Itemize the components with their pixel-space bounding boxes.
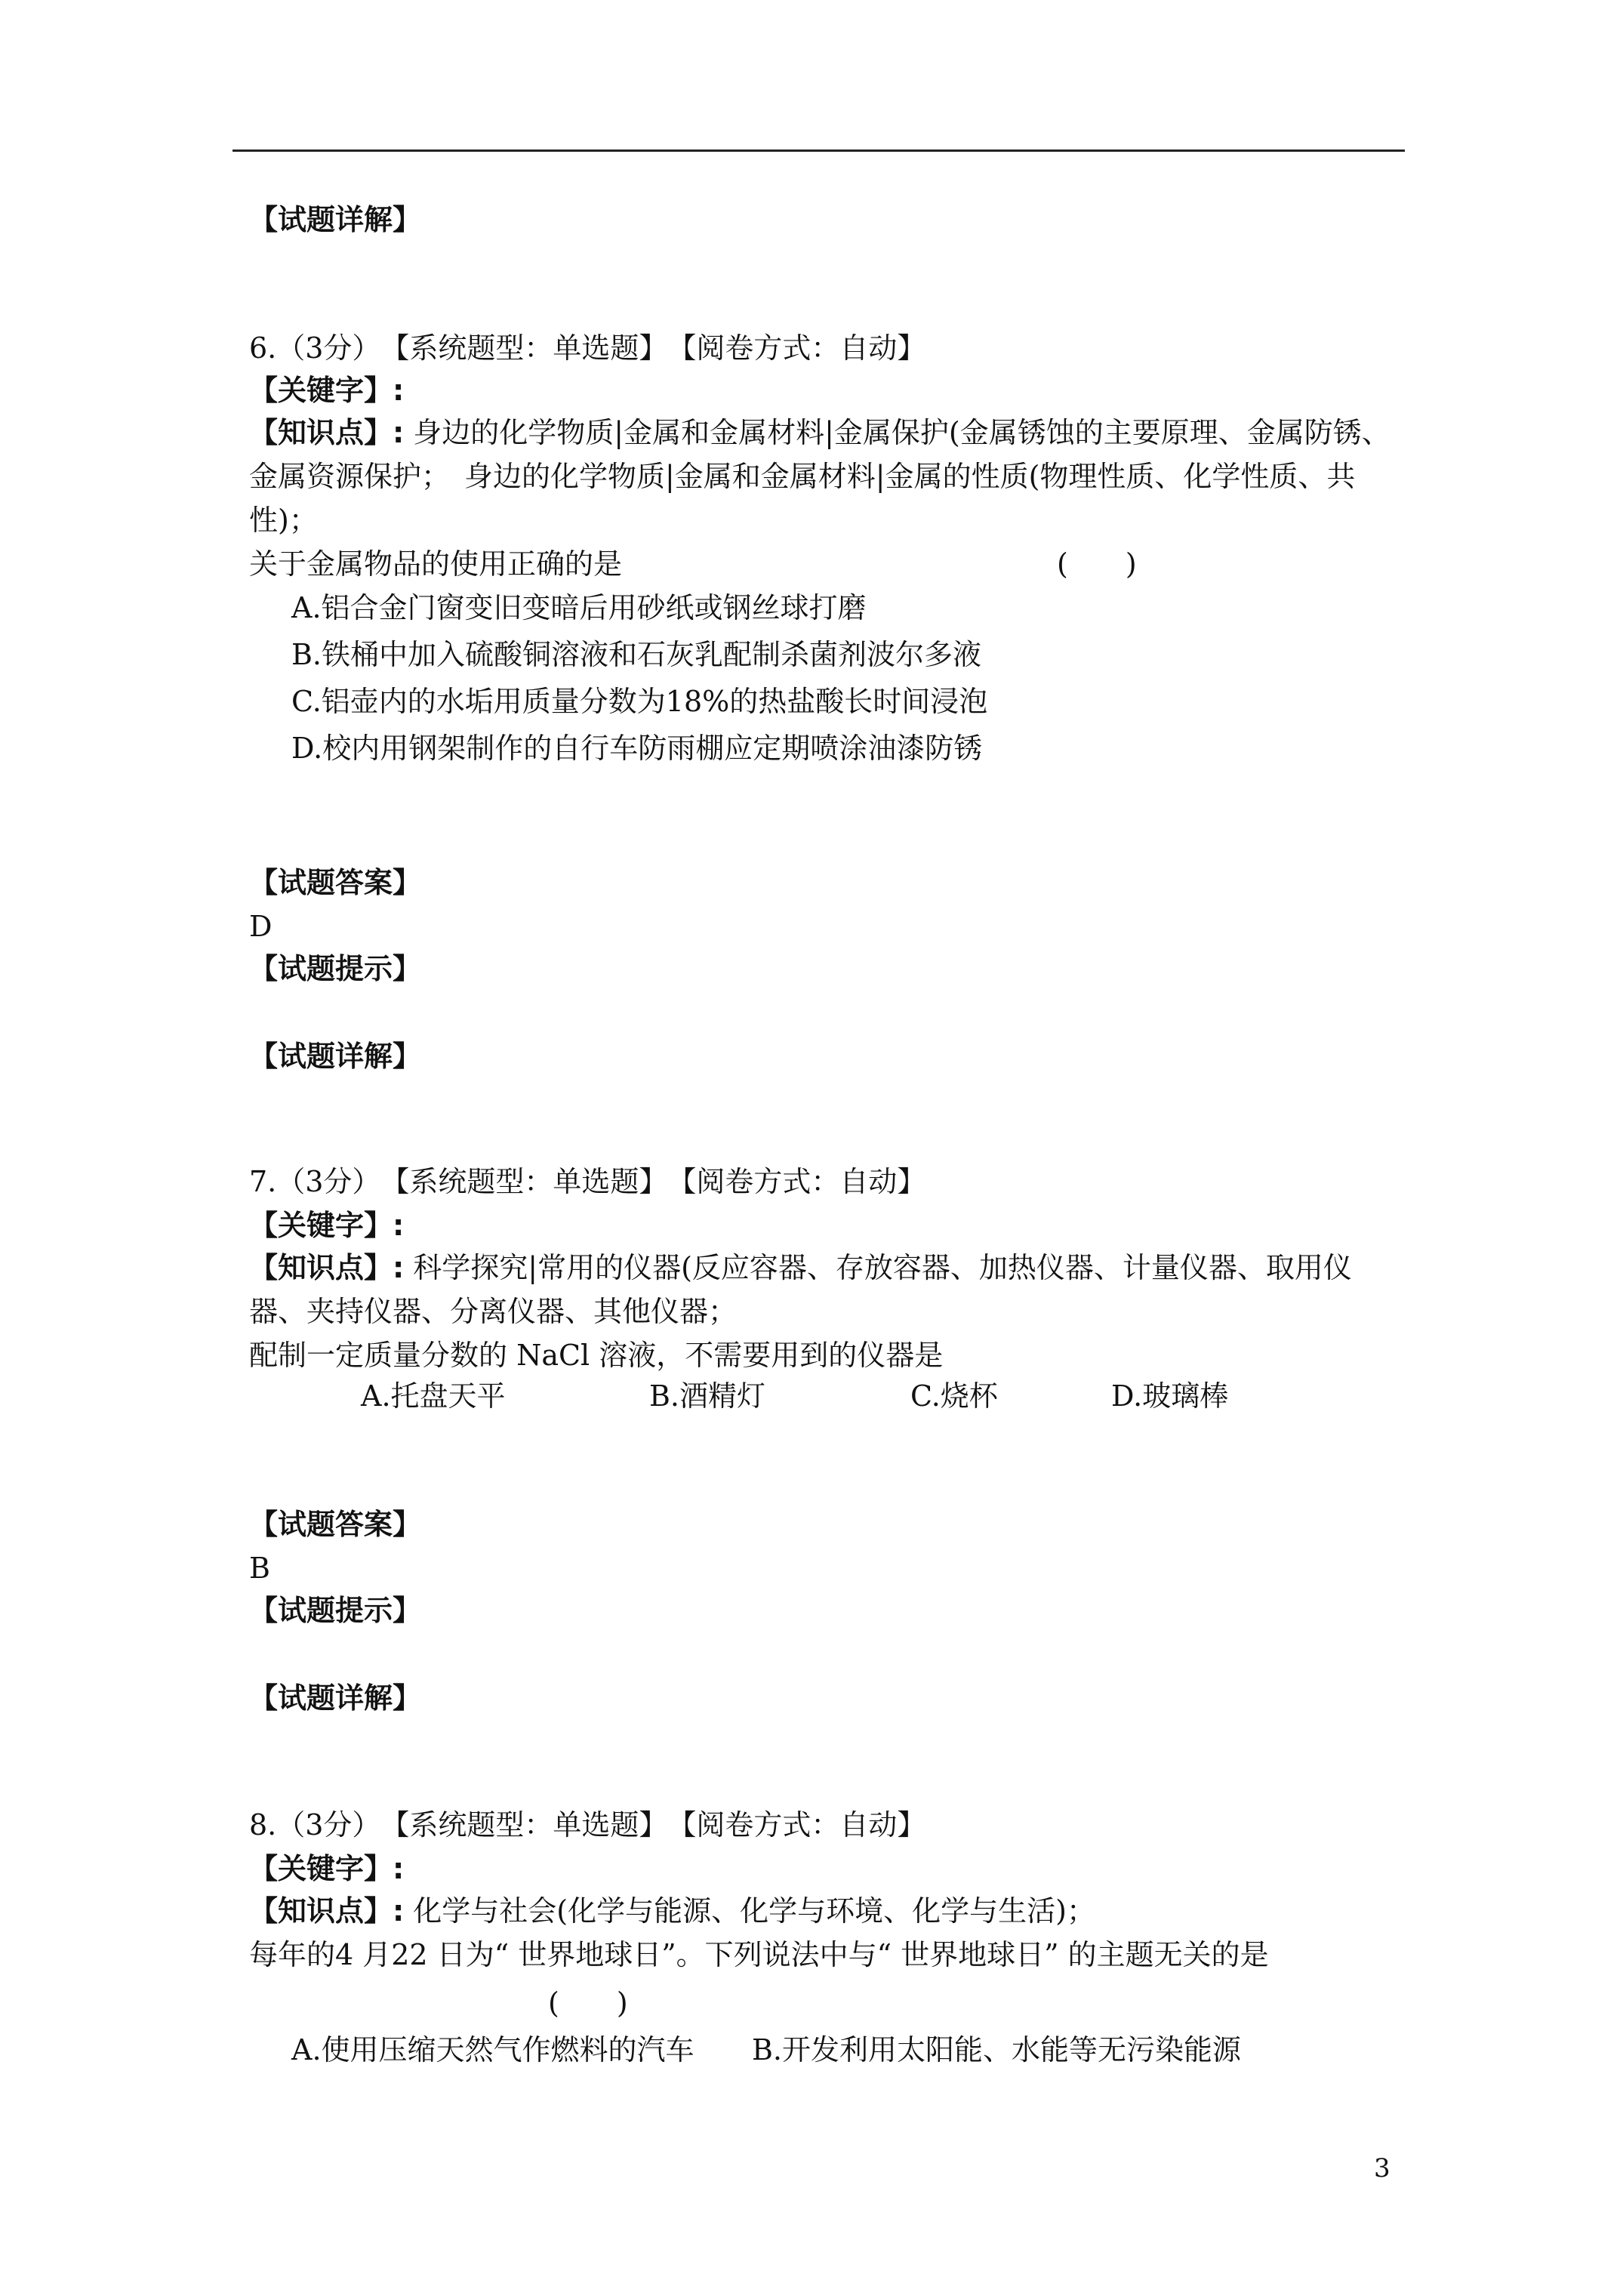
- q6-hint-label: 【试题提示】: [249, 952, 422, 985]
- prev-detail-label: 【试题详解】: [249, 203, 422, 236]
- q7-knowledge-line-1: [249, 1250, 1352, 1285]
- q6-knowledge-line-1: [249, 415, 1390, 450]
- q6-option-d: D.校内用钢架制作的自行车防雨棚应定期喷涂油漆防锈: [291, 732, 983, 765]
- q8-stem: 每年的4 月22 日为“ 世界地球日”。下列说法中与“ 世界地球日” 的主题无关的是: [249, 1938, 1269, 1971]
- q8-knowledge-label: 【知识点】:: [249, 1894, 405, 1928]
- q8-option-a: A.使用压缩天然气作燃料的汽车: [291, 2033, 694, 2066]
- q8-knowledge-line-1: [249, 1894, 1095, 1928]
- q7-stem: 配制一定质量分数的 NaCl 溶液，不需要用到的仪器是: [249, 1339, 944, 1372]
- q6-answer-label: 【试题答案】: [249, 866, 422, 899]
- q7-header: 7.（3分） 【系统题型：单选题】 【阅卷方式：自动】: [249, 1165, 926, 1198]
- q6-knowledge-line-2: 金属资源保护； 身边的化学物质|金属和金属材料|金属的性质(物理性质、化学性质、共: [249, 460, 1356, 493]
- q7-keyword: 【关键字】:: [249, 1209, 405, 1242]
- q7-option-b: B.酒精灯: [649, 1379, 766, 1413]
- q7-answer-label: 【试题答案】: [249, 1508, 422, 1541]
- q8-keyword: 【关键字】:: [249, 1852, 405, 1885]
- q8-option-b: B.开发利用太阳能、水能等无污染能源: [752, 2033, 1242, 2066]
- q6-stem: 关于金属物品的使用正确的是: [249, 547, 623, 581]
- q7-answer: B: [249, 1552, 270, 1585]
- q6-header: 6.（3分） 【系统题型：单选题】 【阅卷方式：自动】: [249, 331, 926, 365]
- q6-option-a: A.铝合金门窗变旧变暗后用砂纸或钢丝球打磨: [291, 591, 867, 624]
- q6-keyword: 【关键字】:: [249, 374, 405, 407]
- q7-knowledge-text-1: 科学探究|常用的仪器(反应容器、存放容器、加热仪器、计量仪器、取用仪: [413, 1251, 1352, 1284]
- q7-option-d: D.玻璃棒: [1111, 1379, 1229, 1413]
- q6-knowledge-line-3: 性)；: [249, 504, 318, 537]
- q8-header: 8.（3分） 【系统题型：单选题】 【阅卷方式：自动】: [249, 1808, 926, 1841]
- q8-answer-paren: ( ): [548, 1986, 628, 2020]
- q6-option-c: C.铝壶内的水垢用质量分数为18%的热盐酸长时间浸泡: [291, 685, 988, 718]
- q6-knowledge-label: 【知识点】:: [249, 416, 405, 449]
- q7-knowledge-line-2: 器、夹持仪器、分离仪器、其他仪器；: [249, 1295, 738, 1328]
- q7-detail-label: 【试题详解】: [249, 1681, 422, 1715]
- q6-option-b: B.铁桶中加入硫酸铜溶液和石灰乳配制杀菌剂波尔多液: [291, 638, 982, 671]
- q6-detail-label: 【试题详解】: [249, 1040, 422, 1073]
- page-number: 3: [1374, 2153, 1390, 2184]
- q7-hint-label: 【试题提示】: [249, 1594, 422, 1627]
- q8-knowledge-text-1: 化学与社会(化学与能源、化学与环境、化学与生活)；: [413, 1894, 1095, 1928]
- q7-option-a: A.托盘天平: [361, 1379, 506, 1413]
- q6-answer-paren: ( ): [1057, 547, 1137, 581]
- q7-option-c: C.烧杯: [910, 1379, 998, 1413]
- header-rule: [233, 149, 1405, 152]
- q6-knowledge-text-1: 身边的化学物质|金属和金属材料|金属保护(金属锈蚀的主要原理、金属防锈、: [413, 416, 1390, 449]
- q7-knowledge-label: 【知识点】:: [249, 1251, 405, 1284]
- q6-answer: D: [249, 910, 273, 943]
